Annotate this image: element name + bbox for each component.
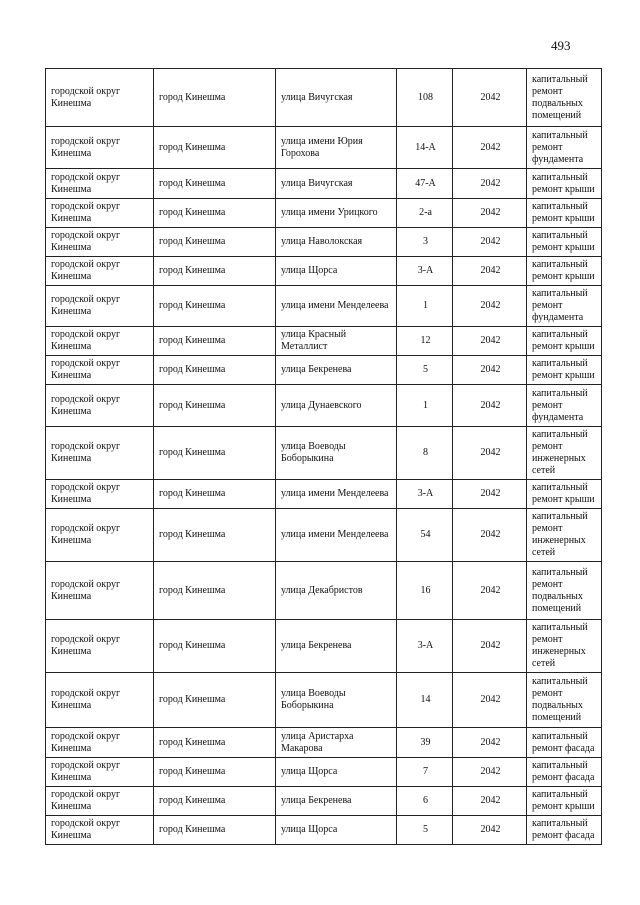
house-number-cell: 54 [397,509,453,562]
city-cell: город Кинешма [154,509,276,562]
work-type-cell: капитальный ремонт крыши [527,356,602,385]
table-row [46,327,602,356]
district-cell: городской округ Кинешма [46,816,154,845]
district-cell: городской округ Кинешма [46,169,154,199]
street-cell: улица Аристарха Макарова [276,728,397,758]
work-type-cell: капитальный ремонт крыши [527,480,602,509]
city-cell: город Кинешма [154,758,276,787]
house-number-cell: 8 [397,427,453,480]
table-row [46,199,602,228]
table-row [46,69,602,127]
city-cell: город Кинешма [154,427,276,480]
table-row [46,816,602,845]
house-number-cell: 7 [397,758,453,787]
work-type-cell: капитальный ремонт фасада [527,816,602,845]
year-cell: 2042 [453,327,527,356]
district-cell: городской округ Кинешма [46,127,154,169]
year-cell: 2042 [453,356,527,385]
city-cell: город Кинешма [154,327,276,356]
table-row [46,480,602,509]
house-number-cell: 3 [397,228,453,257]
house-number-cell: 47-А [397,169,453,199]
year-cell: 2042 [453,169,527,199]
district-cell: городской округ Кинешма [46,385,154,427]
work-type-cell: капитальный ремонт инженерных сетей [527,620,602,673]
year-cell: 2042 [453,127,527,169]
street-cell: улица Щорса [276,257,397,286]
year-cell: 2042 [453,385,527,427]
district-cell: городской округ Кинешма [46,69,154,127]
work-type-cell: капитальный ремонт крыши [527,169,602,199]
city-cell: город Кинешма [154,562,276,620]
city-cell: город Кинешма [154,127,276,169]
house-number-cell: 108 [397,69,453,127]
street-cell: улица Щорса [276,758,397,787]
year-cell: 2042 [453,673,527,728]
year-cell: 2042 [453,816,527,845]
year-cell: 2042 [453,286,527,327]
street-cell: улица имени Менделеева [276,286,397,327]
city-cell: город Кинешма [154,673,276,728]
year-cell: 2042 [453,199,527,228]
street-cell: улица Вичугская [276,69,397,127]
table-row [46,620,602,673]
work-type-cell: капитальный ремонт крыши [527,327,602,356]
street-cell: улица Бекренева [276,356,397,385]
table-row [46,169,602,199]
district-cell: городской округ Кинешма [46,787,154,816]
city-cell: город Кинешма [154,286,276,327]
house-number-cell: 39 [397,728,453,758]
year-cell: 2042 [453,787,527,816]
street-cell: улица Декабристов [276,562,397,620]
city-cell: город Кинешма [154,257,276,286]
table-row [46,758,602,787]
work-type-cell: капитальный ремонт фасада [527,758,602,787]
street-cell: улица имени Урицкого [276,199,397,228]
table-row [46,356,602,385]
work-type-cell: капитальный ремонт подвальных помещений [527,562,602,620]
house-number-cell: 2-а [397,199,453,228]
street-cell: улица Щорса [276,816,397,845]
house-number-cell: 16 [397,562,453,620]
work-type-cell: капитальный ремонт крыши [527,199,602,228]
district-cell: городской округ Кинешма [46,673,154,728]
year-cell: 2042 [453,620,527,673]
year-cell: 2042 [453,480,527,509]
house-number-cell: 5 [397,816,453,845]
district-cell: городской округ Кинешма [46,728,154,758]
repair-schedule-table [45,68,602,845]
table-row [46,286,602,327]
work-type-cell: капитальный ремонт фундамента [527,385,602,427]
page-number: 493 [551,38,571,53]
work-type-cell: капитальный ремонт инженерных сетей [527,509,602,562]
district-cell: городской округ Кинешма [46,356,154,385]
city-cell: город Кинешма [154,199,276,228]
city-cell: город Кинешма [154,356,276,385]
street-cell: улица Воеводы Боборыкина [276,673,397,728]
table-row [46,127,602,169]
district-cell: городской округ Кинешма [46,228,154,257]
table-row [46,562,602,620]
city-cell: город Кинешма [154,228,276,257]
street-cell: улица Бекренева [276,620,397,673]
house-number-cell: 1 [397,385,453,427]
house-number-cell: 5 [397,356,453,385]
work-type-cell: капитальный ремонт фундамента [527,286,602,327]
table-row [46,728,602,758]
work-type-cell: капитальный ремонт подвальных помещений [527,673,602,728]
table-row [46,787,602,816]
street-cell: улица Красный Металлист [276,327,397,356]
house-number-cell: 3-А [397,620,453,673]
table-row [46,385,602,427]
table-row [46,673,602,728]
city-cell: город Кинешма [154,480,276,509]
district-cell: городской округ Кинешма [46,480,154,509]
work-type-cell: капитальный ремонт фасада [527,728,602,758]
year-cell: 2042 [453,228,527,257]
street-cell: улица имени Менделеева [276,509,397,562]
district-cell: городской округ Кинешма [46,257,154,286]
house-number-cell: 3-А [397,480,453,509]
district-cell: городской округ Кинешма [46,199,154,228]
house-number-cell: 14 [397,673,453,728]
street-cell: улица Воеводы Боборыкина [276,427,397,480]
work-type-cell: капитальный ремонт подвальных помещений [527,69,602,127]
table-row [46,257,602,286]
street-cell: улица Вичугская [276,169,397,199]
year-cell: 2042 [453,758,527,787]
city-cell: город Кинешма [154,728,276,758]
district-cell: городской округ Кинешма [46,286,154,327]
house-number-cell: 6 [397,787,453,816]
street-cell: улица Наволокская [276,228,397,257]
year-cell: 2042 [453,257,527,286]
city-cell: город Кинешма [154,787,276,816]
city-cell: город Кинешма [154,169,276,199]
city-cell: город Кинешма [154,816,276,845]
work-type-cell: капитальный ремонт крыши [527,787,602,816]
year-cell: 2042 [453,509,527,562]
city-cell: город Кинешма [154,620,276,673]
table-row [46,509,602,562]
street-cell: улица имени Юрия Горохова [276,127,397,169]
house-number-cell: 12 [397,327,453,356]
district-cell: городской округ Кинешма [46,758,154,787]
street-cell: улица Бекренева [276,787,397,816]
house-number-cell: 1 [397,286,453,327]
table-body [46,69,602,845]
work-type-cell: капитальный ремонт крыши [527,228,602,257]
house-number-cell: 14-А [397,127,453,169]
district-cell: городской округ Кинешма [46,327,154,356]
street-cell: улица имени Менделеева [276,480,397,509]
work-type-cell: капитальный ремонт инженерных сетей [527,427,602,480]
city-cell: город Кинешма [154,385,276,427]
street-cell: улица Дунаевского [276,385,397,427]
work-type-cell: капитальный ремонт крыши [527,257,602,286]
year-cell: 2042 [453,562,527,620]
year-cell: 2042 [453,427,527,480]
district-cell: городской округ Кинешма [46,620,154,673]
work-type-cell: капитальный ремонт фундамента [527,127,602,169]
house-number-cell: 3-А [397,257,453,286]
district-cell: городской округ Кинешма [46,509,154,562]
year-cell: 2042 [453,728,527,758]
table-row [46,228,602,257]
year-cell: 2042 [453,69,527,127]
district-cell: городской округ Кинешма [46,562,154,620]
city-cell: город Кинешма [154,69,276,127]
district-cell: городской округ Кинешма [46,427,154,480]
table-row [46,427,602,480]
